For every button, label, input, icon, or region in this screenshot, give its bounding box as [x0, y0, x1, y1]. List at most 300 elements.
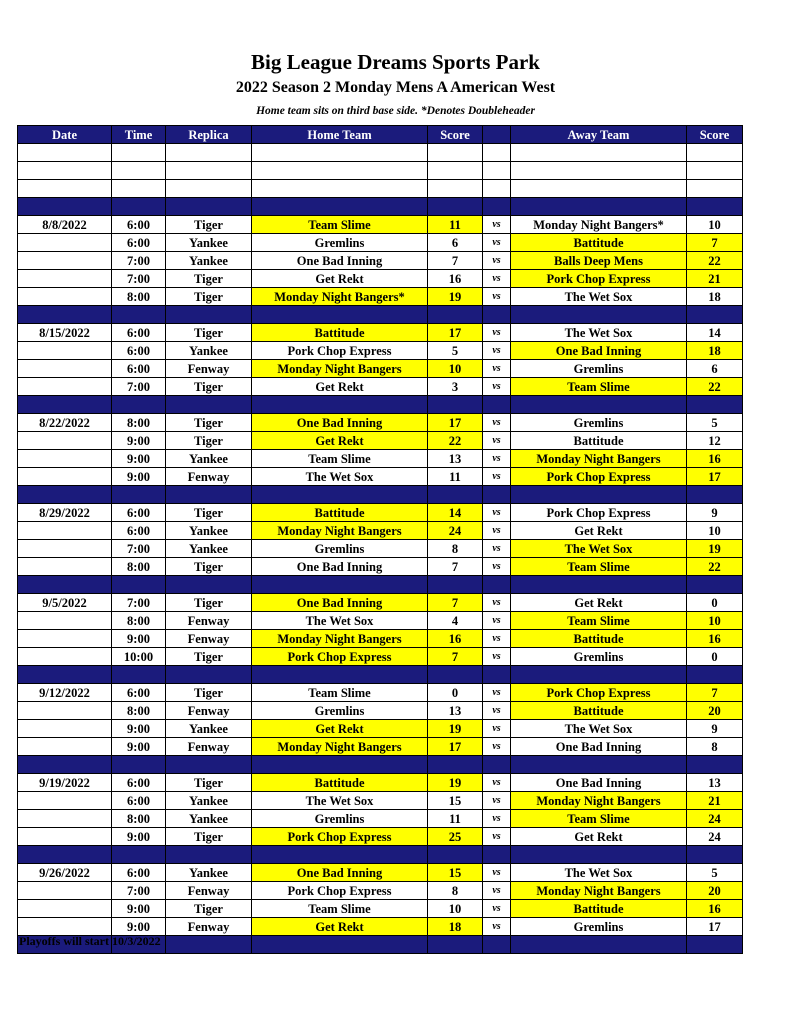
playoffs-note: Playoffs will start 10/3/2022 — [19, 934, 161, 948]
game-time: 9:00 — [112, 900, 166, 918]
away-score: 16 — [687, 900, 743, 918]
vs-label: vs — [483, 864, 511, 882]
week-separator-cell — [687, 576, 743, 594]
home-score: 17 — [428, 324, 483, 342]
home-team: Team Slime — [252, 450, 428, 468]
week-separator-cell — [18, 486, 112, 504]
game-date: 8/15/2022 — [18, 324, 112, 342]
home-team: Monday Night Bangers — [252, 738, 428, 756]
empty-row-cell — [511, 162, 687, 180]
home-team: One Bad Inning — [252, 252, 428, 270]
home-team: Gremlins — [252, 810, 428, 828]
away-score: 24 — [687, 810, 743, 828]
home-score: 16 — [428, 630, 483, 648]
away-team: Pork Chop Express — [511, 270, 687, 288]
week-separator — [18, 846, 743, 864]
game-replica-field: Fenway — [166, 612, 252, 630]
game-replica-field: Tiger — [166, 378, 252, 396]
empty-row-cell — [428, 162, 483, 180]
game-row — [18, 468, 743, 486]
week-separator-cell — [511, 486, 687, 504]
home-team: Pork Chop Express — [252, 342, 428, 360]
away-score: 16 — [687, 630, 743, 648]
week-separator-cell — [511, 666, 687, 684]
empty-row-cell — [483, 144, 511, 162]
game-date — [18, 702, 112, 720]
away-score: 7 — [687, 234, 743, 252]
week-separator — [18, 396, 743, 414]
week-separator-cell — [112, 198, 166, 216]
away-team: Get Rekt — [511, 828, 687, 846]
week-separator-cell — [112, 666, 166, 684]
game-row — [18, 540, 743, 558]
home-team: The Wet Sox — [252, 468, 428, 486]
game-date — [18, 270, 112, 288]
away-team: The Wet Sox — [511, 864, 687, 882]
week-separator-cell — [511, 846, 687, 864]
week-separator-cell — [428, 486, 483, 504]
away-team: Team Slime — [511, 810, 687, 828]
away-score: 13 — [687, 774, 743, 792]
game-date — [18, 234, 112, 252]
empty-row — [18, 144, 743, 162]
home-team: Get Rekt — [252, 918, 428, 936]
game-replica-field: Fenway — [166, 360, 252, 378]
game-time: 6:00 — [112, 504, 166, 522]
week-separator-cell — [428, 666, 483, 684]
empty-row-cell — [687, 180, 743, 198]
week-separator-cell — [483, 666, 511, 684]
away-score: 18 — [687, 288, 743, 306]
away-score: 16 — [687, 450, 743, 468]
away-score: 20 — [687, 882, 743, 900]
home-team: Team Slime — [252, 216, 428, 234]
away-team: Battitude — [511, 702, 687, 720]
week-separator-cell — [166, 198, 252, 216]
game-date — [18, 810, 112, 828]
away-team: One Bad Inning — [511, 738, 687, 756]
away-score: 5 — [687, 414, 743, 432]
week-separator-cell — [483, 936, 511, 954]
away-score: 22 — [687, 252, 743, 270]
game-time: 6:00 — [112, 774, 166, 792]
week-separator-cell — [18, 576, 112, 594]
week-separator-cell — [166, 396, 252, 414]
game-row — [18, 612, 743, 630]
game-replica-field: Fenway — [166, 738, 252, 756]
away-team: Monday Night Bangers* — [511, 216, 687, 234]
week-separator-cell — [166, 666, 252, 684]
game-replica-field: Fenway — [166, 468, 252, 486]
week-separator-cell — [687, 306, 743, 324]
game-time: 8:00 — [112, 558, 166, 576]
vs-label: vs — [483, 684, 511, 702]
game-time: 6:00 — [112, 792, 166, 810]
week-separator-cell — [166, 306, 252, 324]
table-header-row — [18, 126, 743, 144]
week-separator-cell — [166, 486, 252, 504]
schedule-table — [17, 125, 743, 954]
home-team: Get Rekt — [252, 432, 428, 450]
home-score: 17 — [428, 738, 483, 756]
week-separator-cell — [511, 306, 687, 324]
away-score: 21 — [687, 270, 743, 288]
vs-label: vs — [483, 810, 511, 828]
game-replica-field: Tiger — [166, 270, 252, 288]
game-row — [18, 252, 743, 270]
game-replica-field: Fenway — [166, 630, 252, 648]
week-separator-cell — [687, 936, 743, 954]
home-score: 25 — [428, 828, 483, 846]
game-date — [18, 360, 112, 378]
vs-label: vs — [483, 504, 511, 522]
empty-row-cell — [511, 144, 687, 162]
away-team: Monday Night Bangers — [511, 450, 687, 468]
game-row — [18, 774, 743, 792]
game-time: 7:00 — [112, 252, 166, 270]
home-team: Monday Night Bangers — [252, 630, 428, 648]
game-replica-field: Yankee — [166, 252, 252, 270]
week-separator-cell — [687, 666, 743, 684]
game-time: 9:00 — [112, 828, 166, 846]
away-team: Get Rekt — [511, 594, 687, 612]
away-score: 8 — [687, 738, 743, 756]
week-separator-cell — [112, 396, 166, 414]
home-score: 10 — [428, 900, 483, 918]
empty-row-cell — [166, 144, 252, 162]
game-date — [18, 828, 112, 846]
empty-row-cell — [166, 162, 252, 180]
vs-label: vs — [483, 252, 511, 270]
away-score: 10 — [687, 522, 743, 540]
week-separator-cell — [428, 396, 483, 414]
game-time: 8:00 — [112, 702, 166, 720]
home-score: 13 — [428, 450, 483, 468]
home-team: Monday Night Bangers* — [252, 288, 428, 306]
game-row — [18, 828, 743, 846]
game-date — [18, 792, 112, 810]
game-time: 6:00 — [112, 864, 166, 882]
away-score: 5 — [687, 864, 743, 882]
home-team: Get Rekt — [252, 270, 428, 288]
week-separator-cell — [18, 756, 112, 774]
away-team: The Wet Sox — [511, 540, 687, 558]
game-row — [18, 918, 743, 936]
week-separator-cell — [252, 486, 428, 504]
game-row — [18, 324, 743, 342]
home-team: Monday Night Bangers — [252, 522, 428, 540]
game-row — [18, 792, 743, 810]
away-team: Team Slime — [511, 558, 687, 576]
game-replica-field: Yankee — [166, 450, 252, 468]
home-score: 4 — [428, 612, 483, 630]
away-team: Get Rekt — [511, 522, 687, 540]
home-team: Monday Night Bangers — [252, 360, 428, 378]
away-team: Gremlins — [511, 414, 687, 432]
empty-row-cell — [112, 144, 166, 162]
home-score: 3 — [428, 378, 483, 396]
col-header-home-score: Score — [428, 126, 483, 144]
home-score: 0 — [428, 684, 483, 702]
game-date — [18, 558, 112, 576]
game-time: 9:00 — [112, 468, 166, 486]
schedule-body — [18, 144, 743, 954]
away-team: Monday Night Bangers — [511, 882, 687, 900]
game-row — [18, 234, 743, 252]
game-time: 6:00 — [112, 342, 166, 360]
week-separator-cell — [428, 576, 483, 594]
home-score: 15 — [428, 864, 483, 882]
away-team: Pork Chop Express — [511, 684, 687, 702]
col-header-time: Time — [112, 126, 166, 144]
week-separator-cell — [483, 576, 511, 594]
week-separator-cell — [18, 396, 112, 414]
game-replica-field: Tiger — [166, 216, 252, 234]
empty-row — [18, 180, 743, 198]
game-time: 9:00 — [112, 918, 166, 936]
week-separator-cell — [428, 846, 483, 864]
empty-row-cell — [252, 180, 428, 198]
week-separator-cell — [252, 936, 428, 954]
col-header-home-team: Home Team — [252, 126, 428, 144]
home-team: Get Rekt — [252, 378, 428, 396]
game-date — [18, 630, 112, 648]
game-replica-field: Yankee — [166, 810, 252, 828]
game-replica-field: Tiger — [166, 414, 252, 432]
empty-row-cell — [112, 162, 166, 180]
game-replica-field: Tiger — [166, 432, 252, 450]
page-title: Big League Dreams Sports Park — [251, 50, 540, 74]
vs-label: vs — [483, 450, 511, 468]
vs-label: vs — [483, 558, 511, 576]
home-score: 22 — [428, 432, 483, 450]
empty-row-cell — [511, 180, 687, 198]
vs-label: vs — [483, 234, 511, 252]
week-separator — [18, 666, 743, 684]
game-row — [18, 594, 743, 612]
game-time: 9:00 — [112, 738, 166, 756]
game-replica-field: Yankee — [166, 864, 252, 882]
empty-row-cell — [252, 144, 428, 162]
week-separator-cell — [252, 666, 428, 684]
game-row — [18, 378, 743, 396]
home-score: 7 — [428, 594, 483, 612]
game-date: 9/26/2022 — [18, 864, 112, 882]
game-date — [18, 918, 112, 936]
game-row — [18, 504, 743, 522]
game-row — [18, 702, 743, 720]
week-separator-cell — [511, 756, 687, 774]
empty-row-cell — [483, 162, 511, 180]
game-date — [18, 882, 112, 900]
empty-row-cell — [112, 180, 166, 198]
empty-row-cell — [428, 144, 483, 162]
game-date — [18, 738, 112, 756]
week-separator-cell — [112, 576, 166, 594]
vs-label: vs — [483, 828, 511, 846]
week-separator-cell — [687, 198, 743, 216]
week-separator-cell — [511, 198, 687, 216]
away-score: 19 — [687, 540, 743, 558]
page-subtitle: 2022 Season 2 Monday Mens A American West — [235, 79, 556, 96]
vs-label: vs — [483, 702, 511, 720]
empty-row — [18, 162, 743, 180]
game-replica-field: Tiger — [166, 594, 252, 612]
home-score: 5 — [428, 342, 483, 360]
home-score: 17 — [428, 414, 483, 432]
week-separator-cell — [252, 306, 428, 324]
game-time: 8:00 — [112, 414, 166, 432]
away-score: 7 — [687, 684, 743, 702]
home-score: 7 — [428, 558, 483, 576]
game-date — [18, 648, 112, 666]
home-team: Battitude — [252, 504, 428, 522]
away-team: Team Slime — [511, 378, 687, 396]
home-team: The Wet Sox — [252, 792, 428, 810]
week-separator-cell — [166, 576, 252, 594]
week-separator-cell — [428, 306, 483, 324]
game-date: 9/5/2022 — [18, 594, 112, 612]
game-row — [18, 882, 743, 900]
week-separator-cell — [18, 306, 112, 324]
away-score: 9 — [687, 720, 743, 738]
home-team: One Bad Inning — [252, 414, 428, 432]
week-separator-cell — [18, 846, 112, 864]
away-score: 17 — [687, 918, 743, 936]
away-score: 24 — [687, 828, 743, 846]
home-score: 24 — [428, 522, 483, 540]
game-row — [18, 684, 743, 702]
game-date — [18, 252, 112, 270]
vs-label: vs — [483, 720, 511, 738]
away-team: Pork Chop Express — [511, 468, 687, 486]
week-separator-cell — [483, 396, 511, 414]
vs-label: vs — [483, 612, 511, 630]
vs-label: vs — [483, 216, 511, 234]
away-score: 10 — [687, 216, 743, 234]
away-score: 21 — [687, 792, 743, 810]
game-replica-field: Fenway — [166, 702, 252, 720]
game-time: 6:00 — [112, 360, 166, 378]
home-team: Pork Chop Express — [252, 882, 428, 900]
away-team: The Wet Sox — [511, 288, 687, 306]
home-score: 15 — [428, 792, 483, 810]
game-row — [18, 738, 743, 756]
home-team: One Bad Inning — [252, 864, 428, 882]
game-replica-field: Tiger — [166, 504, 252, 522]
game-time: 9:00 — [112, 630, 166, 648]
away-score: 18 — [687, 342, 743, 360]
game-row — [18, 360, 743, 378]
game-replica-field: Yankee — [166, 234, 252, 252]
game-replica-field: Tiger — [166, 288, 252, 306]
home-score: 6 — [428, 234, 483, 252]
away-score: 9 — [687, 504, 743, 522]
away-team: Battitude — [511, 630, 687, 648]
vs-label: vs — [483, 414, 511, 432]
week-separator-cell — [252, 576, 428, 594]
home-score: 10 — [428, 360, 483, 378]
empty-row-cell — [18, 144, 112, 162]
col-header-replica: Replica — [166, 126, 252, 144]
week-separator-cell — [511, 396, 687, 414]
week-separator-cell — [687, 486, 743, 504]
game-replica-field: Tiger — [166, 828, 252, 846]
game-replica-field: Tiger — [166, 558, 252, 576]
game-date — [18, 288, 112, 306]
home-score: 14 — [428, 504, 483, 522]
game-date: 8/22/2022 — [18, 414, 112, 432]
game-date — [18, 378, 112, 396]
game-date — [18, 540, 112, 558]
game-time: 7:00 — [112, 378, 166, 396]
away-team: One Bad Inning — [511, 342, 687, 360]
game-time: 7:00 — [112, 540, 166, 558]
game-date: 8/8/2022 — [18, 216, 112, 234]
game-replica-field: Tiger — [166, 684, 252, 702]
away-team: Gremlins — [511, 360, 687, 378]
week-separator-cell — [428, 198, 483, 216]
home-score: 18 — [428, 918, 483, 936]
week-separator-cell — [687, 756, 743, 774]
home-team: One Bad Inning — [252, 594, 428, 612]
vs-label: vs — [483, 792, 511, 810]
home-score: 19 — [428, 774, 483, 792]
game-time: 9:00 — [112, 450, 166, 468]
vs-label: vs — [483, 918, 511, 936]
home-score: 7 — [428, 252, 483, 270]
home-team: The Wet Sox — [252, 612, 428, 630]
week-separator — [18, 486, 743, 504]
away-score: 10 — [687, 612, 743, 630]
empty-row-cell — [687, 144, 743, 162]
week-separator-cell — [166, 846, 252, 864]
vs-label: vs — [483, 774, 511, 792]
week-separator-cell — [252, 756, 428, 774]
away-team: Team Slime — [511, 612, 687, 630]
game-time: 10:00 — [112, 648, 166, 666]
away-score: 12 — [687, 432, 743, 450]
week-separator-cell — [166, 936, 252, 954]
week-separator-cell — [252, 846, 428, 864]
empty-row-cell — [428, 180, 483, 198]
game-row — [18, 864, 743, 882]
home-score: 11 — [428, 468, 483, 486]
vs-label: vs — [483, 342, 511, 360]
home-team: Pork Chop Express — [252, 648, 428, 666]
game-replica-field: Tiger — [166, 774, 252, 792]
game-row — [18, 810, 743, 828]
home-score: 11 — [428, 216, 483, 234]
game-row — [18, 630, 743, 648]
week-separator-cell — [18, 666, 112, 684]
away-score: 14 — [687, 324, 743, 342]
vs-label: vs — [483, 522, 511, 540]
away-team: Battitude — [511, 900, 687, 918]
week-separator-cell — [483, 198, 511, 216]
week-separator-cell — [687, 846, 743, 864]
col-header-date: Date — [18, 126, 112, 144]
game-row — [18, 216, 743, 234]
away-team: One Bad Inning — [511, 774, 687, 792]
week-separator-cell — [166, 756, 252, 774]
game-time: 8:00 — [112, 810, 166, 828]
vs-label: vs — [483, 324, 511, 342]
game-time: 6:00 — [112, 216, 166, 234]
game-row — [18, 522, 743, 540]
game-date — [18, 432, 112, 450]
away-score: 0 — [687, 594, 743, 612]
